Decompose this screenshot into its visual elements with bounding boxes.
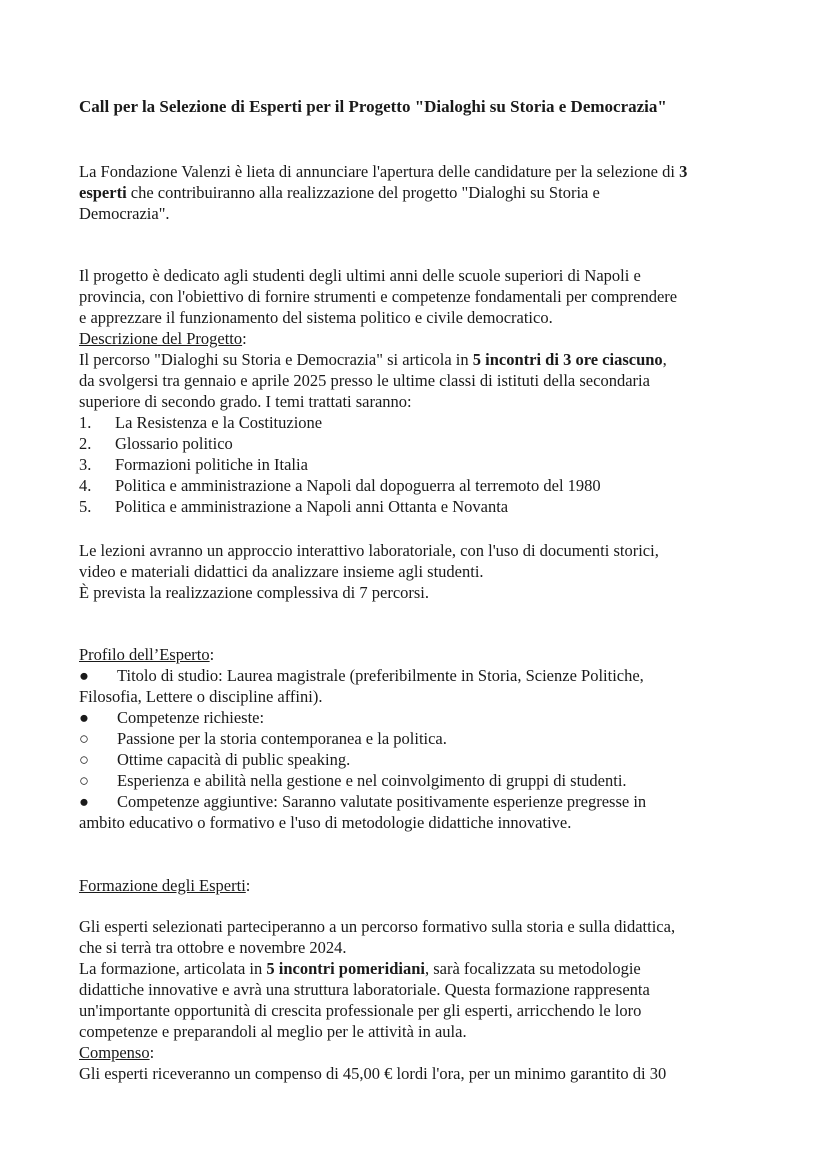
heading-colon: : (242, 329, 247, 348)
formazione-text: un'importante opportunità di crescita professionale per gli esperti, arricchendo le loro (79, 1001, 642, 1020)
formazione-text: Gli esperti selezionati parteciperanno a un percorso formativo sulla storia e sulla didattica, (79, 917, 676, 936)
intro-text: Democrazia". (79, 204, 170, 223)
formazione-text: competenze e preparandoli al meglio per le attività in aula. (79, 1022, 467, 1041)
heading-colon: : (209, 645, 215, 664)
descrizione-text: da svolgersi tra gennaio e aprile 2025 presso le ultime classi di istituti della secondaria (79, 371, 650, 390)
formazione-text: , sarà focalizzata su metodologie (424, 959, 641, 978)
bullet-item: ● Competenze aggiuntive: Saranno valutate positivamente esperienze pregresse in (79, 792, 647, 811)
bullet-filled-icon: ● (79, 708, 89, 727)
descrizione-bold: 5 incontri di 3 ore ciascuno (472, 350, 663, 369)
formazione-paragraph (79, 916, 749, 1084)
profilo-section (79, 644, 749, 833)
lezioni-paragraph (79, 540, 749, 603)
progetto-text: provincia, con l'obiettivo di fornire strumenti e competenze fondamentali per comprendere (79, 287, 678, 306)
bullet-open-icon: ○ (79, 750, 89, 769)
descrizione-text: , (662, 350, 667, 369)
progetto-text: e apprezzare il funzionamento del sistema politico e civile democratico. (79, 308, 553, 327)
intro-text: che contribuiranno alla realizzazione del progetto "Dialoghi su Storia e (126, 183, 600, 202)
bullet-open-icon: ○ (79, 729, 89, 748)
descrizione-text: Il percorso "Dialoghi su Storia e Democrazia" si articola in (79, 350, 473, 369)
bullet-filled-icon: ● (79, 666, 89, 685)
sub-bullet-item: ○ Esperienza e abilità nella gestione e nel coinvolgimento di gruppi di studenti. (79, 771, 627, 790)
bullet-item: ● Titolo di studio: Laurea magistrale (preferibilmente in Storia, Scienze Politiche, (79, 666, 644, 685)
lezioni-text: È prevista la realizzazione complessiva di 7 percorsi. (79, 583, 430, 602)
heading-colon: : (149, 1043, 155, 1062)
compenso-heading: Compenso (79, 1043, 150, 1062)
heading-colon: : (245, 876, 251, 895)
intro-bold-esperti: esperti (79, 183, 127, 202)
intro-paragraph (79, 161, 749, 224)
bullet-item-continued: Filosofia, Lettere o discipline affini). (79, 687, 323, 706)
bullet-filled-icon: ● (79, 792, 89, 811)
sub-bullet-item: ○ Ottime capacità di public speaking. (79, 750, 351, 769)
compenso-text: Gli esperti riceveranno un compenso di 45,00 € lordi l'ora, per un minimo garantito di 30 (79, 1064, 667, 1083)
bullet-item: ● Competenze richieste: (79, 708, 265, 727)
temi-list-item: 3. Formazioni politiche in Italia (79, 455, 308, 474)
formazione-text: La formazione, articolata in (79, 959, 267, 978)
lezioni-text: video e materiali didattici da analizzare insieme agli studenti. (79, 562, 484, 581)
profilo-heading: Profilo dell’Esperto (79, 645, 210, 664)
descrizione-text: superiore di secondo grado. I temi trattati saranno: (79, 392, 412, 411)
bullet-open-icon: ○ (79, 771, 89, 790)
lezioni-text: Le lezioni avranno un approccio interattivo laboratoriale, con l'uso di documenti storici, (79, 541, 659, 560)
sub-bullet-item: ○ Passione per la storia contemporanea e la politica. (79, 729, 447, 748)
bullet-item-continued: ambito educativo o formativo e l'uso di metodologie didattiche innovative. (79, 813, 572, 832)
formazione-bold: 5 incontri pomeridiani (266, 959, 425, 978)
document-title: Call per la Selezione di Esperti per il Progetto "Dialoghi su Storia e Democrazia" (79, 97, 667, 116)
temi-list-item: 4. Politica e amministrazione a Napoli dal dopoguerra al terremoto del 1980 (79, 476, 601, 495)
intro-text: La Fondazione Valenzi è lieta di annunciare l'apertura delle candidature per la selezione di (79, 162, 680, 181)
formazione-text: che si terrà tra ottobre e novembre 2024. (79, 938, 347, 957)
formazione-heading: Formazione degli Esperti (79, 876, 246, 895)
temi-list-item: 2. Glossario politico (79, 434, 233, 453)
formazione-text: didattiche innovative e avrà una struttura laboratoriale. Questa formazione rappresenta (79, 980, 650, 999)
temi-list-item: 1. La Resistenza e la Costituzione (79, 413, 323, 432)
intro-bold-number: 3 (679, 162, 688, 181)
descrizione-heading: Descrizione del Progetto (79, 329, 243, 348)
temi-list-item: 5. Politica e amministrazione a Napoli anni Ottanta e Novanta (79, 497, 509, 516)
progetto-paragraph (79, 265, 749, 517)
formazione-heading-block (79, 875, 749, 896)
progetto-text: Il progetto è dedicato agli studenti degli ultimi anni delle scuole superiori di Napoli e (79, 266, 641, 285)
